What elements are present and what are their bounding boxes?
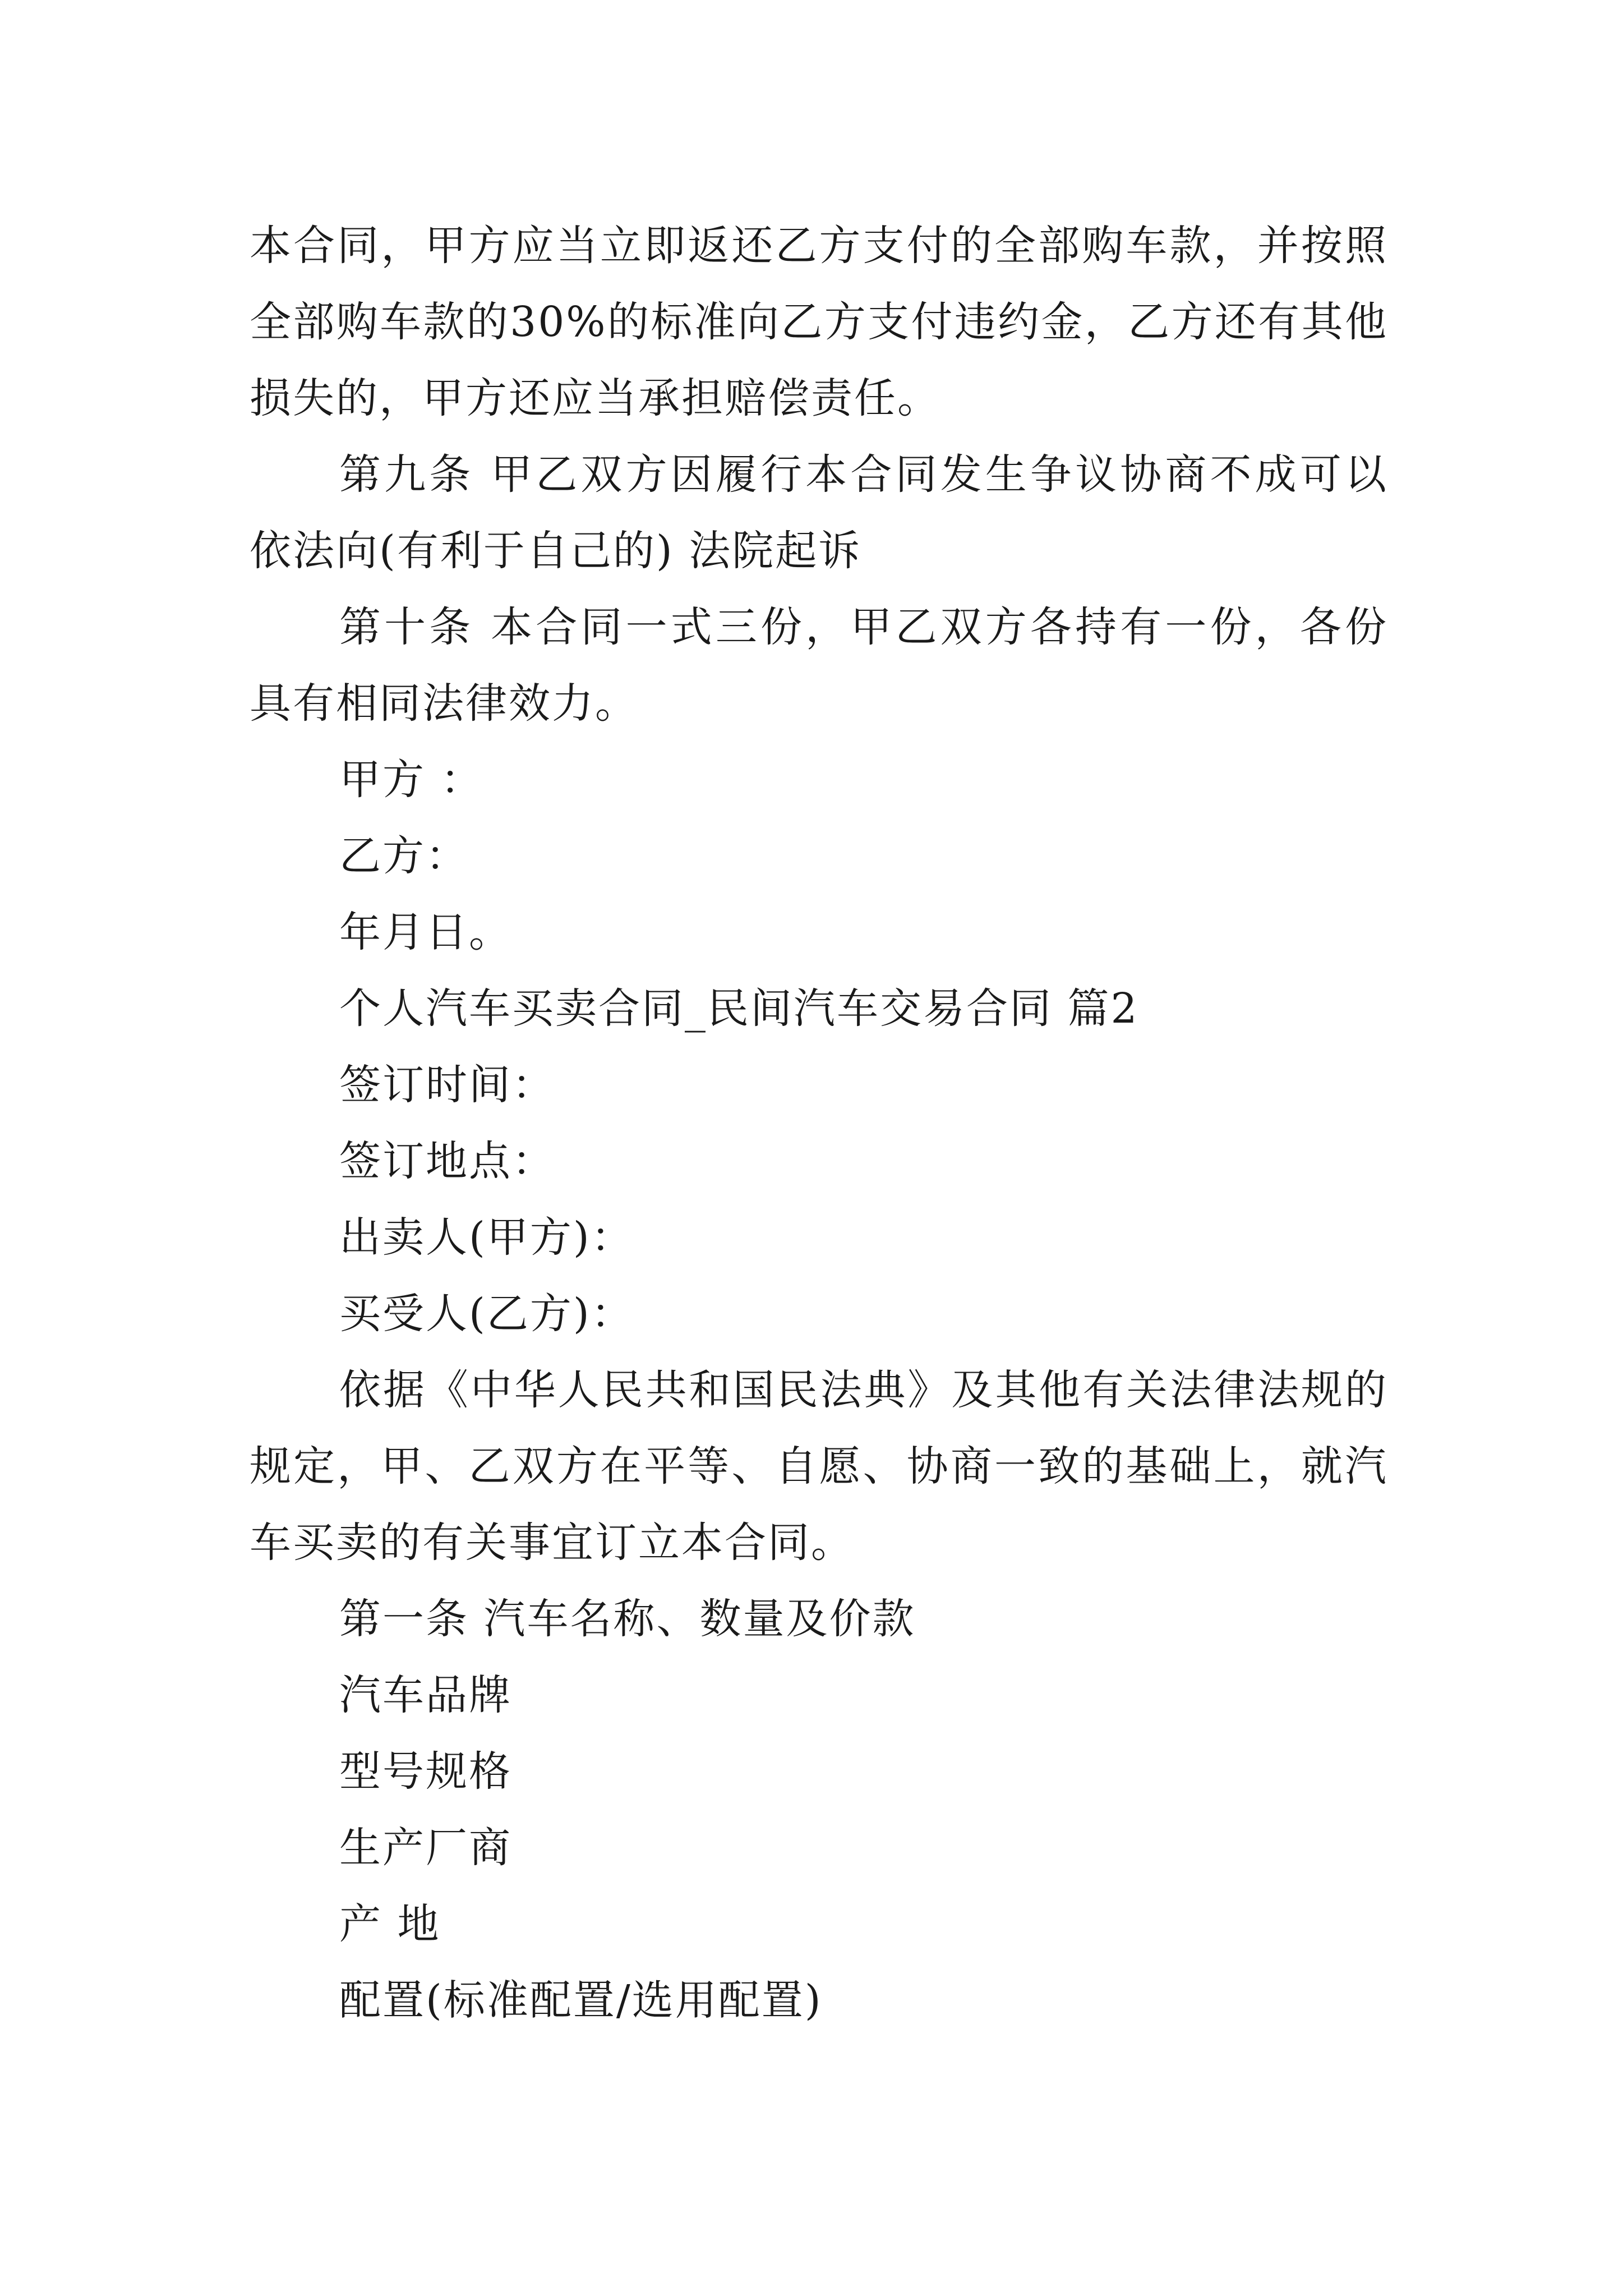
party-b-line: 乙方： [339,832,469,880]
date-line: 年月日。 [339,908,512,956]
sign-time-line: 签订时间： [339,1061,555,1109]
party-a-line: 甲方 ： [339,756,484,804]
contract-title: 个人汽车买卖合同_民间汽车交易合同 篇2 [339,984,1139,1033]
field-model: 型号规格 [339,1747,512,1796]
paragraph-article-10: 第十条 本合同一式三份，甲乙双方各持有一份，各份具有相同法律效力。 [250,603,1388,728]
field-origin: 产 地 [339,1900,441,1948]
field-manufacturer: 生产厂商 [339,1824,512,1872]
contract-text [250,208,1388,2039]
paragraph-article-1: 第一条 汽车名称、数量及价款 [339,1595,916,1643]
buyer-line: 买受人(乙方)： [339,1290,634,1338]
seller-line: 出卖人(甲方)： [339,1213,634,1262]
paragraph-continuation: 本合同，甲方应当立即返还乙方支付的全部购车款，并按照全部购车款的30%的标准向乙方支付违约金，乙方还有其他损失的，甲方还应当承担赔偿责任。 [250,222,1388,422]
field-brand: 汽车品牌 [339,1671,512,1719]
paragraph-article-9: 第九条 甲乙双方因履行本合同发生争议协商不成可以依法向(有利于自己的) 法院起诉 [250,450,1388,575]
sign-place-line: 签订地点： [339,1137,555,1185]
field-configuration: 配置(标准配置/选用配置) [339,1976,823,2024]
paragraph-preamble: 依据《中华人民共和国民法典》及其他有关法律法规的规定，甲、乙双方在平等、自愿、协商一致的基础上，就汽车买卖的有关事宜订立本合同。 [250,1366,1388,1567]
